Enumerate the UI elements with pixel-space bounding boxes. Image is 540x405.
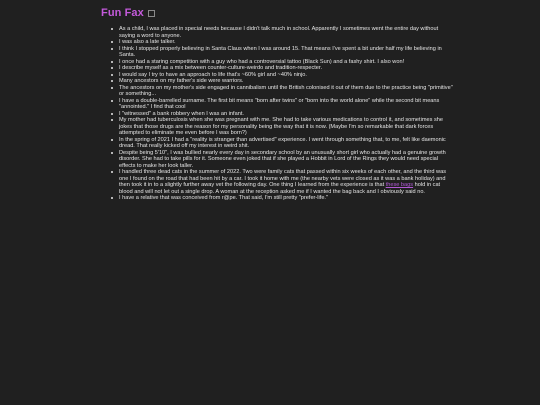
fact-text: I describe myself as a mix between counter-culture-weirdo and tradition-respecter.	[119, 65, 323, 71]
fact-text-after-link: hold in cat blood and will not let out a single drop. A woman at the reception asked me if I wanted the bag back and I obviously said no.	[119, 182, 441, 195]
fact-text: Many ancestors on my father's side were warriors.	[119, 78, 244, 84]
fact-text: I have a double-barrelled surname. The first bit means "born after twins" or "born into the world alone" while the second bit means "annointed." I find that cool	[119, 97, 440, 110]
fact-text: I have a relative that was conceived from r@pe. That said, I'm still pretty "prefer-life."	[119, 195, 328, 201]
list-item	[119, 117, 453, 137]
fact-text: As a child, I was placed in special needs because I didn't talk much in school. Apparently I sometimes went the entire day without saying a word to anyone.	[119, 26, 439, 39]
fact-text: Despite being 5'10", I was bullied nearly every day in secondary school by an unusually short girl who actually had a genuine growth disorder. She had to take pills for it. Someone even joked that if she played a Hobbit in Lord of the Rings they would need special effects to make her look taller.	[119, 149, 446, 169]
these-bags-link[interactable]: these bags	[385, 182, 414, 188]
fact-text: I was also a late talker.	[119, 39, 176, 45]
page-title: Fun Fax	[101, 7, 144, 19]
fact-text: My mother had tuberculosis when she was pregnant with me. She had to take various medications to control it, and sometimes she jokes that those drugs are the reason for my personality being the way that it is now. (Maybe I'm so remarkable that dark forces attempted to eliminate me even before I was born?)	[119, 117, 443, 136]
fact-text-before-link: I handled three dead cats in the summer of 2022. Two were family cats that passed within six weeks of each other, and the third was one I found on the road that had been hit by a car. I took it home with me (the nearby vets were closed as it was a bank holiday) and then took it in to a slightly further away vet the following day. One thing I learned from the experience is that	[119, 169, 446, 188]
fact-text: In the spring of 2021 I had a "reality is stranger than advertised" experience. I went through something that, to me, felt like daemonic dread. That really kicked off my interest in weird shit.	[119, 136, 446, 149]
fact-text: I "witnessed" a bank robbery when I was an infant.	[119, 110, 244, 117]
fun-facts-list	[107, 26, 453, 202]
square-outline-icon	[148, 10, 155, 17]
list-item	[119, 85, 453, 98]
list-item	[119, 98, 453, 111]
list-item	[119, 137, 453, 150]
fact-text: I would say I try to have an approach to life that's ~60% girl and ~40% ninjo.	[119, 71, 307, 78]
title-row	[101, 7, 155, 19]
list-item	[119, 46, 453, 59]
fact-text: The ancestors on my mother's side engaged in cannibalism until the British colonised it out of them due to the practice being "primitive" or something...	[119, 84, 453, 97]
list-item	[119, 26, 453, 39]
fact-text: I think I stopped properly believing in Santa Claus when I was around 15. That means I've spent a bit under half my life believing in Santa.	[119, 45, 442, 58]
list-item	[119, 169, 453, 195]
list-item	[119, 150, 453, 170]
list-item	[119, 195, 453, 202]
fact-text: I once had a staring competition with a guy who had a controversial tattoo (Black Sun) and a fashy shirt. I also won!	[119, 58, 405, 65]
